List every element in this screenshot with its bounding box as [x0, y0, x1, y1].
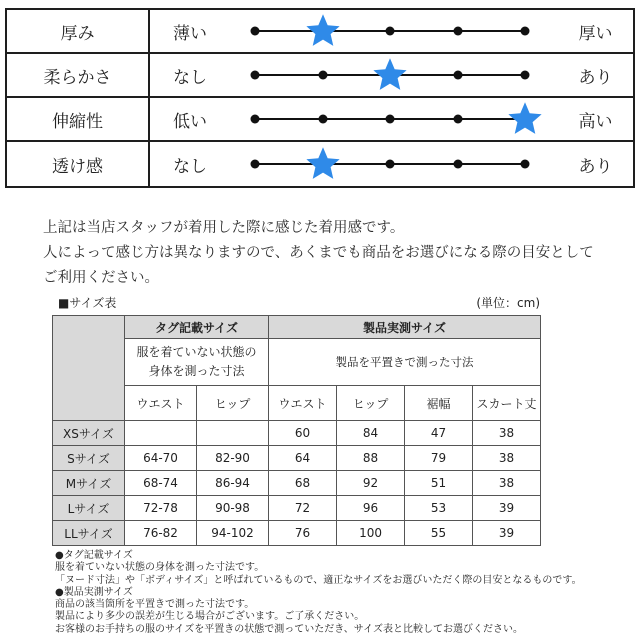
table-cell: 76-82 — [125, 521, 197, 546]
rating-row-softness — [7, 54, 633, 98]
note-line: 服を着ていない状態の身体を測った寸法です。 — [55, 562, 265, 574]
column-header-waist: ウエスト — [269, 386, 337, 421]
table-row — [53, 471, 541, 496]
scale-high-label: 高い — [578, 111, 613, 132]
table-cell: 68 — [269, 471, 337, 496]
scale-dot — [251, 71, 260, 80]
attribute-label: 伸縮性 — [7, 98, 150, 140]
size-notes — [55, 550, 582, 636]
scale-dot — [453, 27, 462, 36]
note-line: お客様のお手持ちの服のサイズを平置きの状態で測っていただき、サイズ表と比較してお選びください。 — [55, 623, 523, 635]
scale-high-label: あり — [578, 67, 613, 88]
table-cell: 38 — [473, 446, 541, 471]
note-line: 「ヌード寸法」や「ボディサイズ」と呼ばれているもので、適正なサイズをお選びいただく際の目安となるものです。 — [55, 574, 582, 586]
table-cell: 96 — [337, 496, 405, 521]
table-cell: 68-74 — [125, 471, 197, 496]
scale-dot — [453, 71, 462, 80]
column-header-hip: ヒップ — [337, 386, 405, 421]
tag-size-group-header: タグ記載サイズ — [125, 316, 269, 339]
table-cell: 38 — [473, 471, 541, 496]
header-row-descriptions — [53, 339, 541, 386]
attribute-label: 厚み — [7, 10, 150, 52]
table-cell: 84 — [337, 421, 405, 446]
scale-dot — [386, 115, 395, 124]
column-header-tag-waist: ウエスト — [125, 386, 197, 421]
table-row — [53, 496, 541, 521]
rating-row-stretch — [7, 98, 633, 142]
actual-size-description: 製品を平置きで測った寸法 — [269, 339, 541, 386]
intro-line: 上記は当店スタッフが着用した際に感じた着用感です。 — [43, 220, 405, 236]
rating-row-sheerness — [7, 142, 633, 186]
scale-dot — [386, 27, 395, 36]
table-cell: 94-102 — [197, 521, 269, 546]
table-cell — [197, 421, 269, 446]
size-table-caption — [52, 296, 540, 310]
fabric-rating-table — [5, 8, 635, 188]
intro-line: ご利用ください。 — [43, 270, 159, 286]
tag-size-description — [125, 339, 269, 386]
scale-high-label: 厚い — [578, 23, 613, 44]
table-cell: 88 — [337, 446, 405, 471]
scale-dot — [251, 115, 260, 124]
table-cell: 60 — [269, 421, 337, 446]
rating-star-icon — [506, 100, 544, 138]
note-heading-actual-size: ●製品実測サイズ — [55, 586, 133, 598]
scale-dot — [453, 160, 462, 169]
rating-star-icon — [371, 56, 409, 94]
scale-dot — [386, 160, 395, 169]
table-cell: 64 — [269, 446, 337, 471]
table-cell: 39 — [473, 521, 541, 546]
actual-size-group-header: 製品実測サイズ — [269, 316, 541, 339]
table-cell: 72-78 — [125, 496, 197, 521]
table-row — [53, 521, 541, 546]
scale-dot — [521, 27, 530, 36]
size-label: LLサイズ — [53, 521, 125, 546]
size-label: Lサイズ — [53, 496, 125, 521]
table-cell: 53 — [405, 496, 473, 521]
scale-dot — [251, 27, 260, 36]
table-cell: 38 — [473, 421, 541, 446]
table-cell: 47 — [405, 421, 473, 446]
note-line: 商品の該当箇所を平置きで測った寸法です。 — [55, 599, 255, 611]
scale-dot — [318, 71, 327, 80]
rating-star-icon — [304, 12, 342, 50]
note-heading-tag-size: ●タグ記載サイズ — [55, 550, 133, 561]
size-label: XSサイズ — [53, 421, 125, 446]
table-cell: 90-98 — [197, 496, 269, 521]
scale-dot — [453, 115, 462, 124]
scale-dot — [318, 115, 327, 124]
table-cell: 76 — [269, 521, 337, 546]
table-cell: 86-94 — [197, 471, 269, 496]
table-cell: 39 — [473, 496, 541, 521]
intro-line: 人によって感じ方は異なりますので、あくまでも商品をお選びになる際の目安として — [43, 245, 594, 261]
wear-feel-disclaimer — [43, 216, 594, 291]
scale-dot — [251, 160, 260, 169]
table-row — [53, 421, 541, 446]
unit-label: (単位：cm) — [476, 296, 540, 310]
rating-scale — [230, 142, 558, 186]
scale-low-label: 低い — [173, 111, 207, 132]
scale-low-label: なし — [173, 67, 207, 88]
table-cell: 100 — [337, 521, 405, 546]
scale-low-label: なし — [173, 156, 207, 177]
size-table — [52, 315, 541, 546]
rating-scale — [230, 98, 558, 140]
header-row-columns — [53, 386, 541, 421]
scale-low-label: 薄い — [173, 23, 207, 44]
size-column-header — [53, 316, 125, 421]
scale-dot — [521, 160, 530, 169]
size-table-title: ■サイズ表 — [58, 296, 117, 310]
note-line: 製品により多少の誤差が生じる場合がございます。ご了承ください。 — [55, 611, 365, 623]
tag-size-description-line: 服を着ていない状態の — [136, 345, 257, 359]
table-cell: 82-90 — [197, 446, 269, 471]
rating-star-icon — [304, 145, 342, 183]
header-row-groups — [53, 316, 541, 339]
rating-scale — [230, 10, 558, 52]
attribute-label: 柔らかさ — [7, 54, 150, 96]
size-label: Sサイズ — [53, 446, 125, 471]
column-header-skirt-length: スカート丈 — [473, 386, 541, 421]
table-cell: 55 — [405, 521, 473, 546]
column-header-hem-width: 裾幅 — [405, 386, 473, 421]
table-cell: 51 — [405, 471, 473, 496]
size-label: Mサイズ — [53, 471, 125, 496]
rating-row-thickness — [7, 10, 633, 54]
table-cell: 79 — [405, 446, 473, 471]
attribute-label: 透け感 — [7, 142, 150, 186]
table-row — [53, 446, 541, 471]
rating-scale — [230, 54, 558, 96]
table-cell — [125, 421, 197, 446]
column-header-tag-hip: ヒップ — [197, 386, 269, 421]
tag-size-description-line: 身体を測った寸法 — [148, 364, 245, 378]
table-cell: 72 — [269, 496, 337, 521]
table-cell: 92 — [337, 471, 405, 496]
table-cell: 64-70 — [125, 446, 197, 471]
scale-dot — [521, 71, 530, 80]
scale-high-label: あり — [578, 156, 613, 177]
